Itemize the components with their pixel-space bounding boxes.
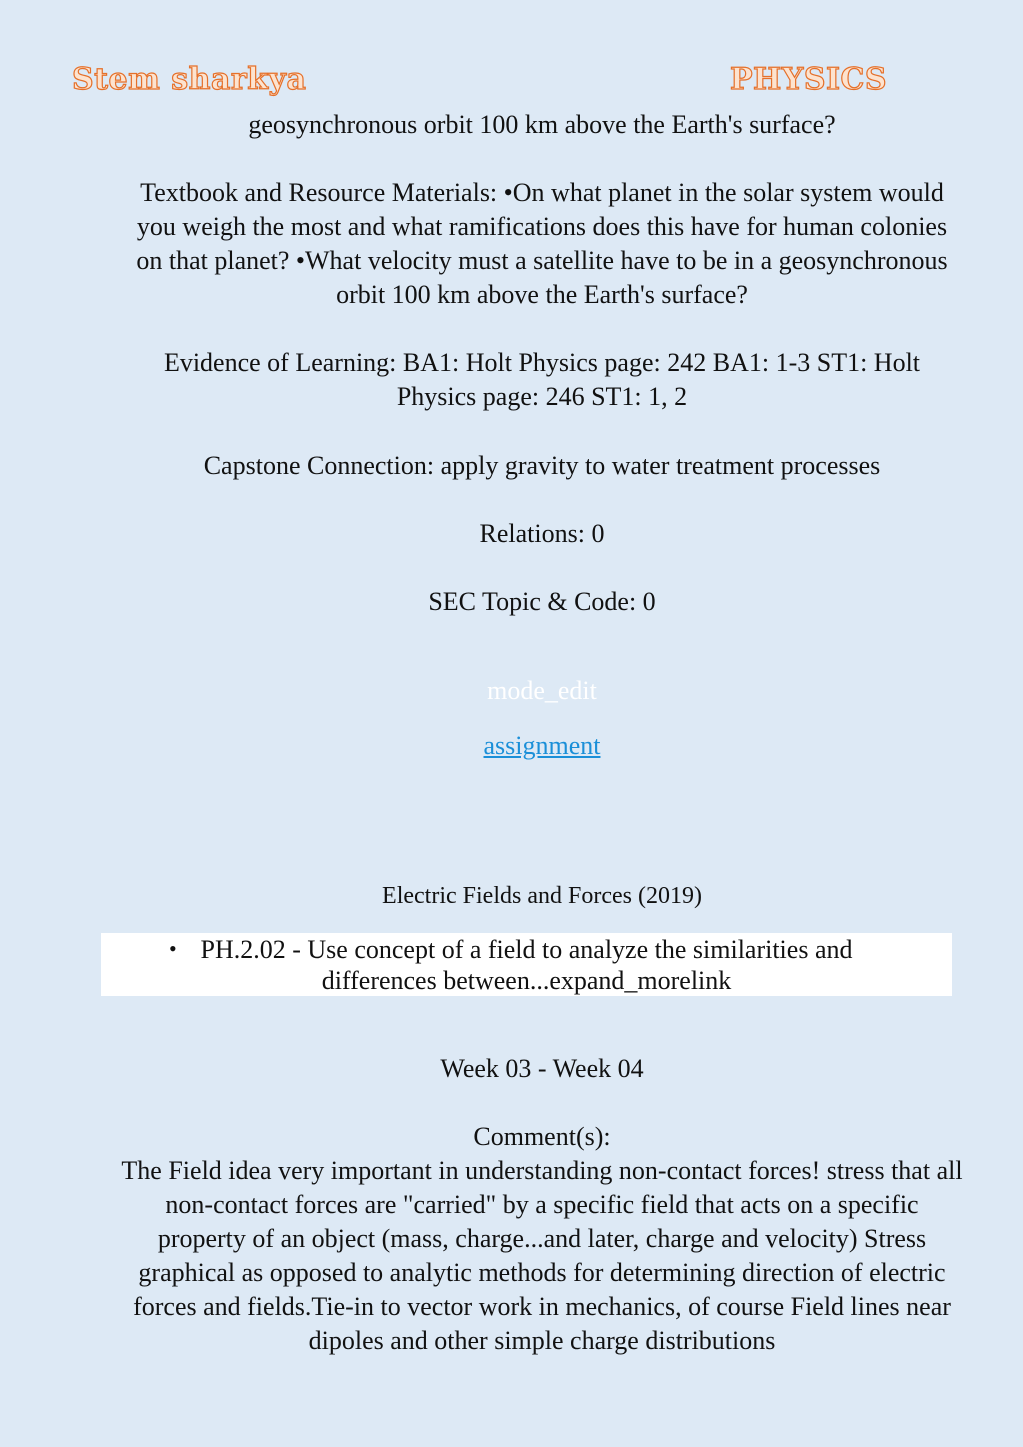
standard-item[interactable] <box>101 933 952 996</box>
brand-logo-text: Stem sharkya <box>72 62 307 97</box>
intro-fragment: geosynchronous orbit 100 km above the Earth's surface? <box>248 110 836 139</box>
assignment-link[interactable]: assignment <box>483 731 601 760</box>
bullet-icon: • <box>169 936 177 961</box>
comment-text: The Field idea very important in understanding non-contact forces! stress that all non-contact forces are "carried" by a specific field that acts on a specific property of an object (mass, charge...and later, charge and velocity) Stress graphical as opposed to analytic methods for determining direction of electric forces and fields.Tie-in to vector work in mechanics, of course Field lines near dipoles and other simple charge distributions <box>121 1156 963 1355</box>
sec-topic-code: SEC Topic & Code: 0 <box>428 587 656 616</box>
standard-text: PH.2.02 - Use concept of a field to analyze the similarities and differences between...expand_morelink <box>200 935 853 995</box>
evidence-of-learning: Evidence of Learning: BA1: Holt Physics page: 242 BA1: 1-3 ST1: Holt Physics page: 246 ST1: 1, 2 <box>163 348 921 411</box>
assignment-link-wrapper <box>130 729 954 763</box>
textbook-resources: Textbook and Resource Materials: •On what planet in the solar system would you weigh the most and what ramifications does this have for human colonies on that planet? •What velocity must a satellite have to be in a geosynchronous orbit 100 km above the Earth's surface? <box>136 178 948 309</box>
standards-box <box>101 933 952 996</box>
week-range: Week 03 - Week 04 <box>440 1054 644 1083</box>
standards-list <box>101 933 952 996</box>
mode-edit-button[interactable]: mode_edit <box>487 676 597 705</box>
unit-title: Electric Fields and Forces (2019) <box>382 883 702 909</box>
capstone-connection: Capstone Connection: apply gravity to water treatment processes <box>203 451 881 480</box>
relations: Relations: 0 <box>479 519 605 548</box>
comment-label: Comment(s): <box>473 1122 611 1151</box>
subject-title: PHYSICS <box>730 62 888 97</box>
